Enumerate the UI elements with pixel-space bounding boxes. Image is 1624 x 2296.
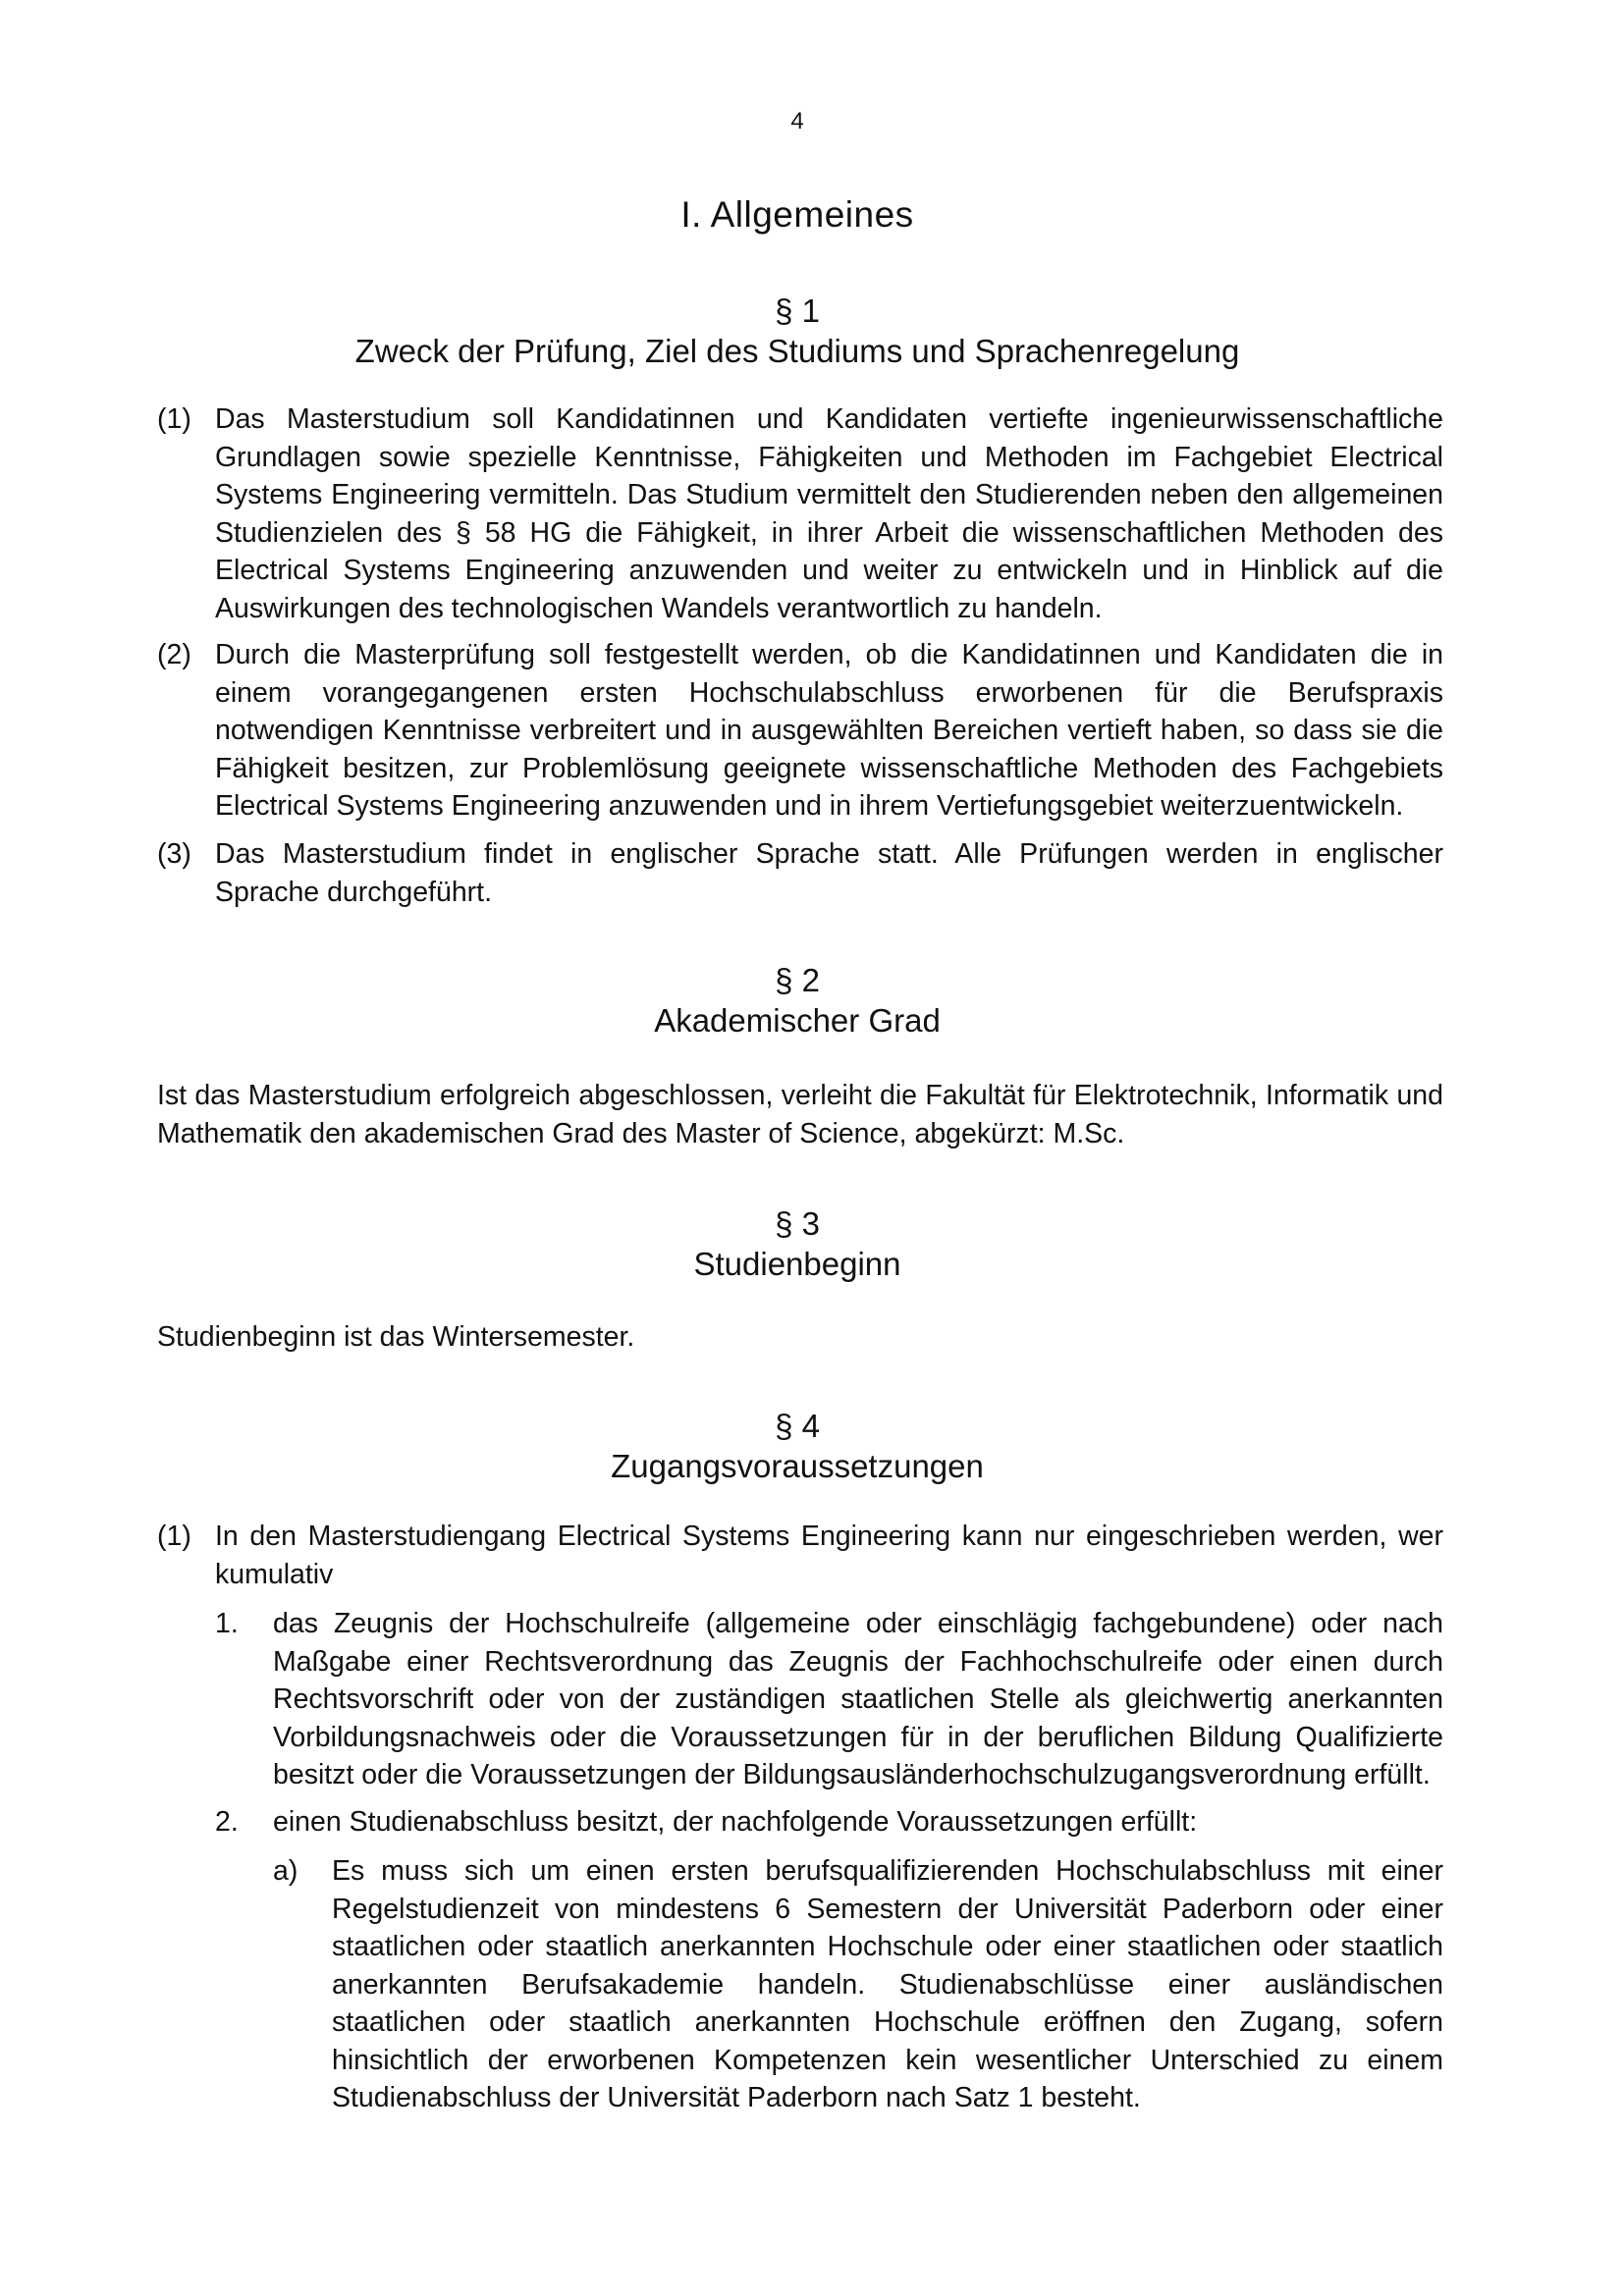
- page-number: 4: [790, 108, 804, 134]
- section-symbol: § 3: [775, 1205, 820, 1242]
- paragraph-number: (3): [157, 838, 191, 870]
- paragraph-text: Durch die Masterprüfung soll festgestellt werden, ob die Kandidatinnen und Kandidaten die in einem vorangegangenen ersten Hochschulabschluss erworbenen für die Berufspraxis notwendigen Kenntnisse verbreitert und in ausgewählten Bereichen vertieft haben, so dass sie die Fähigkeit besitzen, zur Problemlösung geeignete wissenschaftliche Methoden des Fachgebiets Electrical Systems Engineering anzuwenden und in ihrem Vertiefungsgebiet weiterzuentwickeln.: [215, 639, 1443, 822]
- paragraph-text: Das Masterstudium findet in englischer Sprache statt. Alle Prüfungen werden in englischer Sprache durchgeführt.: [215, 838, 1443, 908]
- list-subitem-a: [273, 1852, 1443, 2117]
- section-2-heading: [0, 960, 1595, 1041]
- section-1-heading: [0, 291, 1595, 371]
- section-title: Studienbeginn: [693, 1246, 901, 1282]
- paragraph-text: In den Masterstudiengang Electrical Systems Engineering kann nur eingeschrieben werden, wer kumulativ: [215, 1521, 1443, 1590]
- list-subitem-letter: a): [273, 1855, 298, 1887]
- list-item-1: [215, 1605, 1443, 1794]
- section-1-paragraph-1: [157, 400, 1443, 627]
- section-4-heading: [0, 1406, 1595, 1486]
- section-symbol: § 2: [775, 962, 820, 998]
- section-3-heading: [0, 1203, 1595, 1284]
- list-item-text: einen Studienabschluss besitzt, der nachfolgende Voraussetzungen erfüllt:: [273, 1806, 1198, 1838]
- section-title: Zweck der Prüfung, Ziel des Studiums und Sprachenregelung: [354, 333, 1240, 369]
- paragraph-number: (1): [157, 403, 191, 435]
- section-2-text: Ist das Masterstudium erfolgreich abgeschlossen, verleiht die Fakultät für Elektrotechnik, Informatik und Mathematik den akademischen Grad des Master of Science, abgekürzt: M.Sc.: [157, 1080, 1443, 1149]
- section-1-paragraph-3: [157, 835, 1443, 911]
- list-subitem-text: Es muss sich um einen ersten berufsqualifizierenden Hochschulabschluss mit einer Regelstudienzeit von mindestens 6 Semestern der Universität Paderborn oder einer staatlichen oder staatlich anerkannten Hochschule oder einer staatlichen oder staatlich anerkannten Berufsakademie handeln. Studienabschlüsse einer ausländischen staatlichen oder staatlich anerkannten Hochschule eröffnen den Zugang, sofern hinsichtlich der erworbenen Kompetenzen kein wesentlicher Unterschied zu einem Studienabschluss der Universität Paderborn nach Satz 1 besteht.: [332, 1855, 1443, 2113]
- list-item-text: das Zeugnis der Hochschulreife (allgemeine oder einschlägig fachgebundene) oder nach Maßgabe einer Rechtsverordnung das Zeugnis der Fachhochschulreife oder einen durch Rechtsvorschrift oder von der zuständigen staatlichen Stelle als gleichwertig anerkannten Vorbildungsnachweis oder die Voraussetzungen für in der beruflichen Bildung Qualifizierte besitzt oder die Voraussetzungen der Bildungsausländerhochschulzugangsverordnung erfüllt.: [273, 1608, 1443, 1790]
- section-3-text: Studienbeginn ist das Wintersemester.: [157, 1321, 635, 1353]
- paragraph-number: (1): [157, 1521, 191, 1552]
- chapter-title: I. Allgemeines: [680, 194, 914, 235]
- section-symbol: § 1: [775, 293, 820, 329]
- list-item-2: [215, 1803, 1443, 1842]
- section-title: Zugangsvoraussetzungen: [611, 1448, 984, 1484]
- paragraph-text: Das Masterstudium soll Kandidatinnen und Kandidaten vertiefte ingenieurwissenschaftliche Grundlagen sowie spezielle Kenntnisse, Fähigkeiten und Methoden im Fachgebiet Electrical Systems Engineering vermitteln. Das Studium vermittelt den Studierenden neben den allgemeinen Studienzielen des § 58 HG die Fähigkeit, in ihrer Arbeit die wissenschaftlichen Methoden des Electrical Systems Engineering anzuwenden und weiter zu entwickeln und in Hinblick auf die Auswirkungen des technologischen Wandels verantwortlich zu handeln.: [215, 403, 1443, 624]
- section-1-paragraph-2: [157, 636, 1443, 826]
- list-item-number: 1.: [215, 1608, 239, 1639]
- list-item-number: 2.: [215, 1806, 239, 1838]
- section-4-paragraph-1: [157, 1518, 1443, 1593]
- section-symbol: § 4: [775, 1408, 820, 1444]
- section-title: Akademischer Grad: [654, 1002, 941, 1039]
- paragraph-number: (2): [157, 639, 191, 670]
